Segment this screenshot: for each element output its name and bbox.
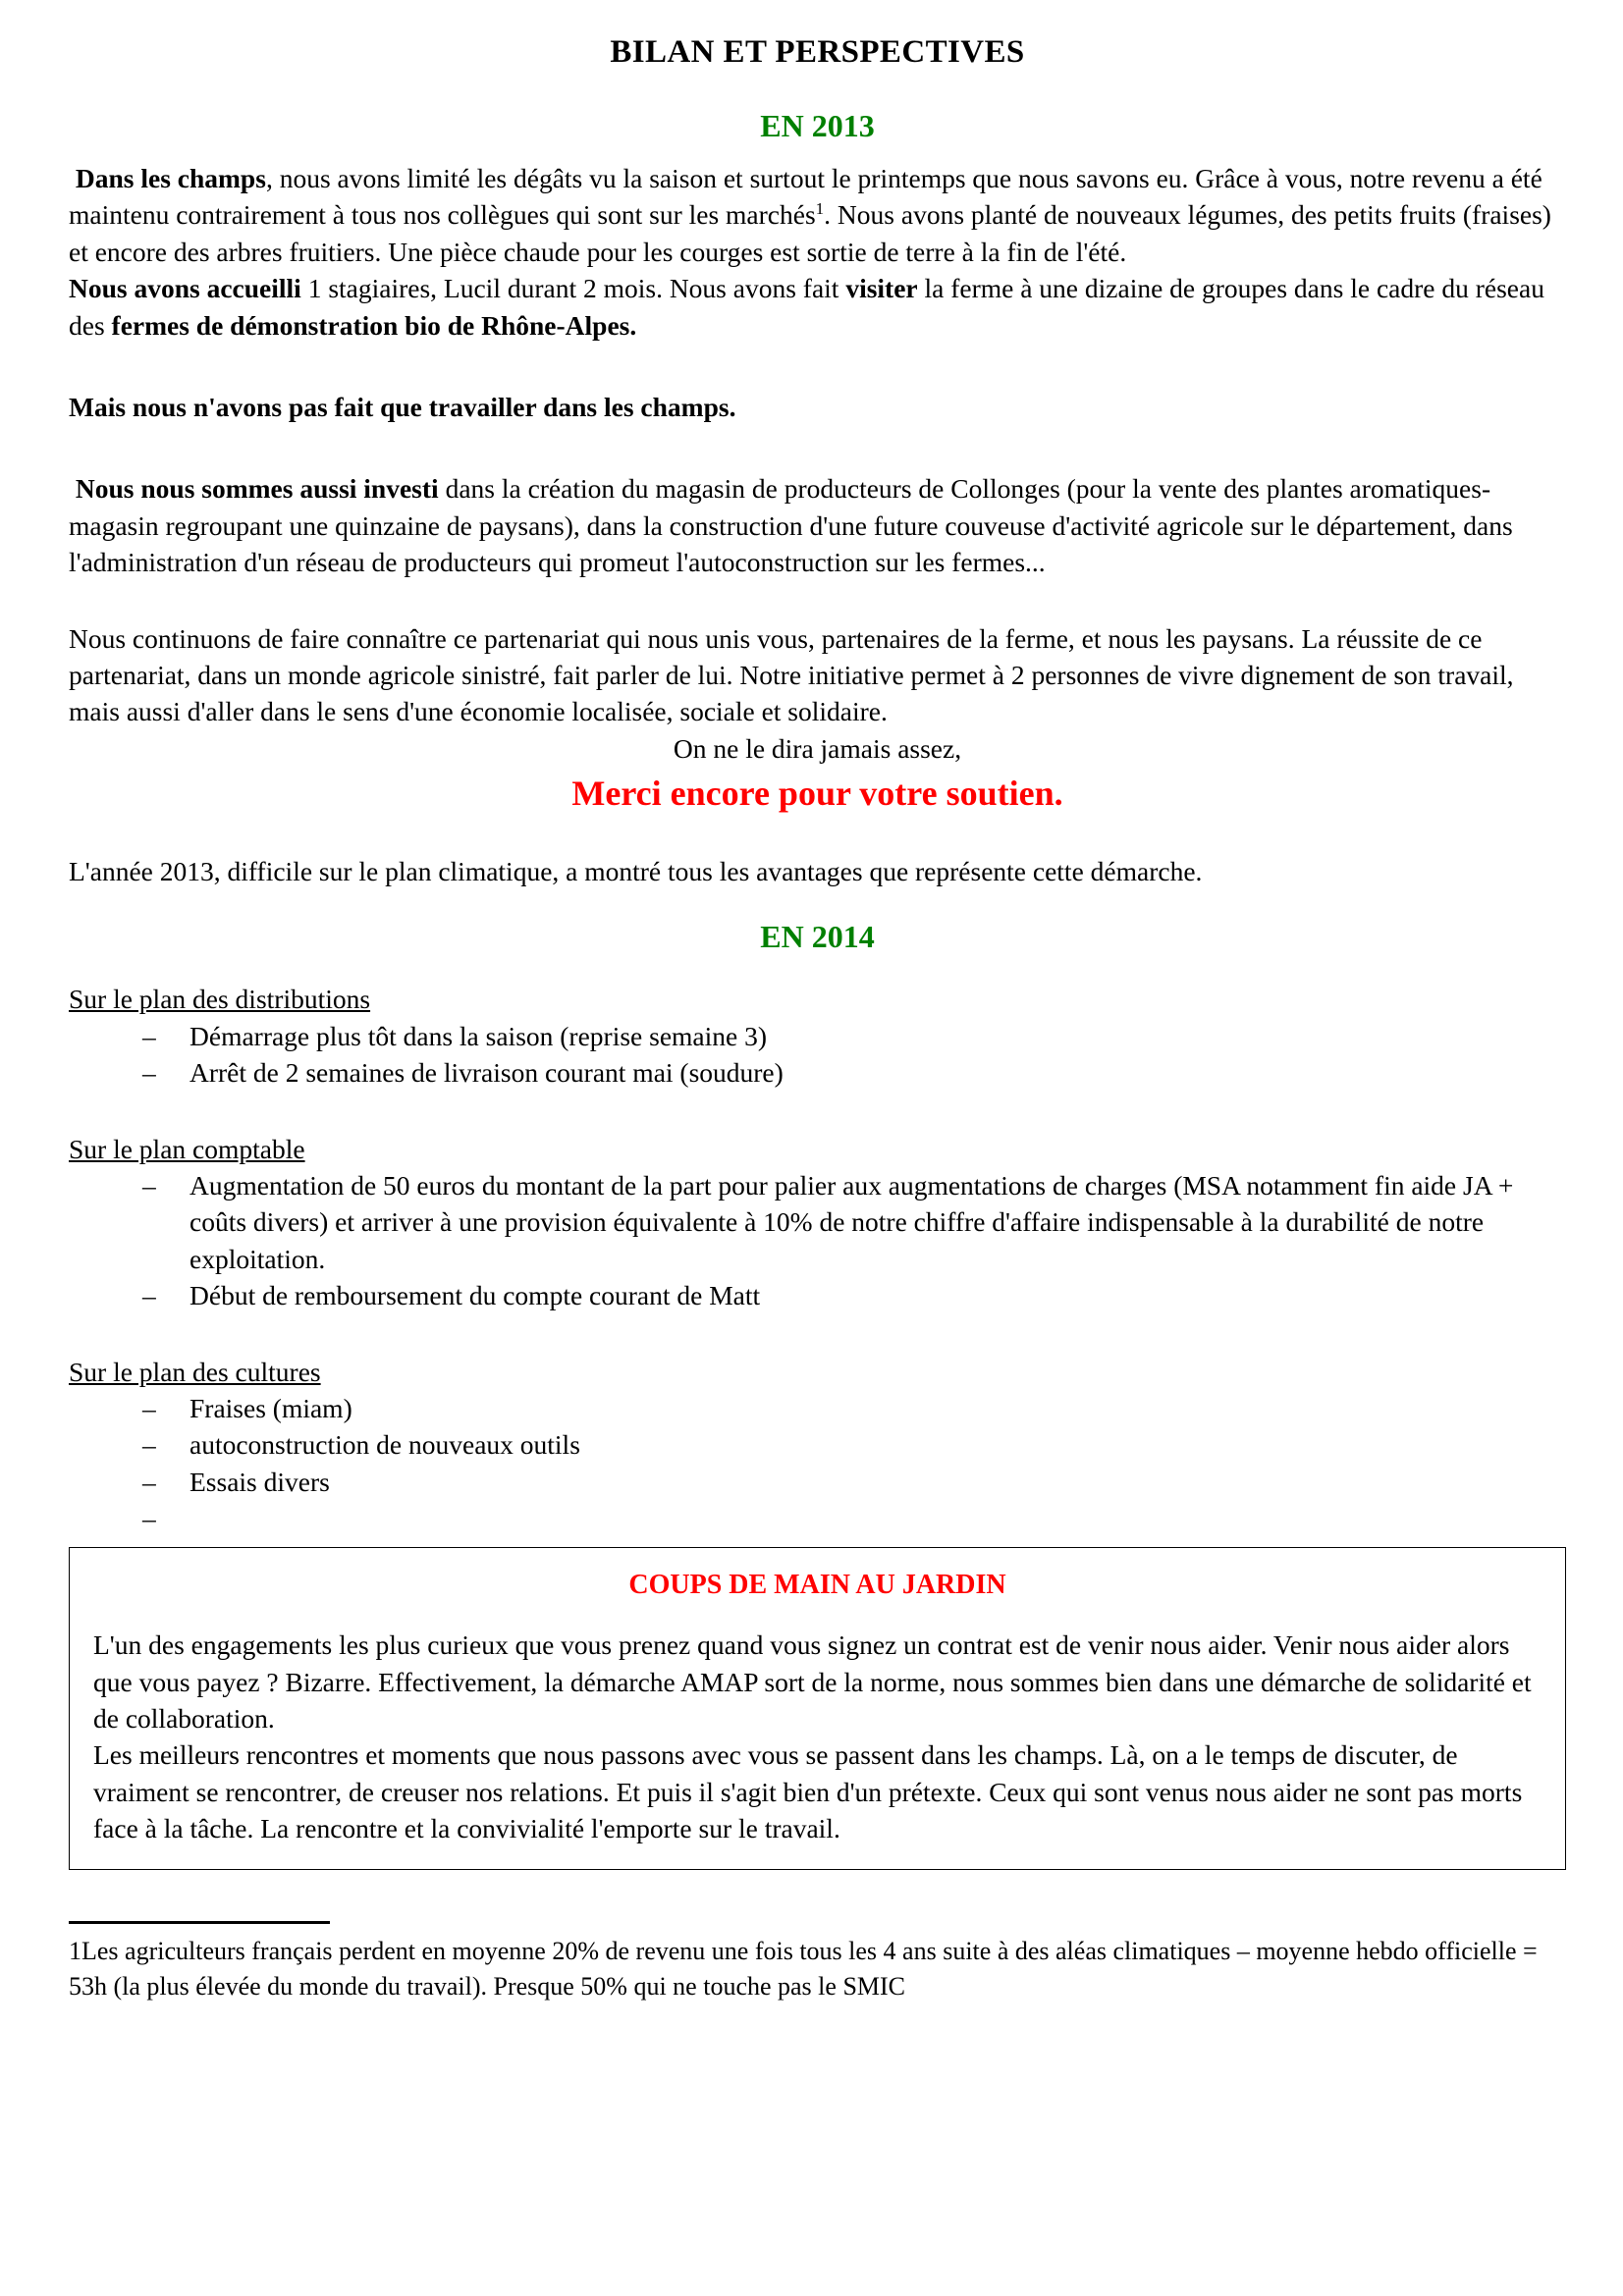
list-item [142,1018,1566,1054]
paragraph-nous-sommes-investi [69,470,1566,580]
list-item [142,1054,1566,1091]
box-paragraph-2: Les meilleurs rencontres et moments que nous passons avec vous se passent dans les champs. Là, on a le temps de discuter, de vraiment se rencontrer, de creuser nos relations. Et puis il s'agit bien d'un prétexte. Ceux qui sont venus nous aider ne sont pas morts face à la tâche. La rencontre et la convivialité l'emporte sur le travail. [93,1739,1523,1844]
spacer [69,344,1566,389]
footnote-text: 1Les agriculteurs français perdent en moyenne 20% de revenu une fois tous les 4 ans suite à des aléas climatiques – moyenne hebdo officielle = 53h (la plus élevée du monde du travail). Presque 50% qui ne touche pas le SMIC [69,1936,1538,2002]
dash-bullet-icon: – [142,1057,156,1089]
paragraph-1-rest-a: , nous avons limité les dégâts vu la saison et surtout le printemps que nous savons eu. Grâce à vous, notre revenu a été maintenu contrairement à tous nos collègues qui sont sur les marchés [69,163,1542,231]
spacer [69,1535,1566,1547]
footnote-area [69,1870,1566,2006]
subsection-title-cultures: Sur le plan des cultures [69,1356,321,1387]
subsection-distributions [69,981,1566,1091]
thanks-line: Merci encore pour votre soutien. [571,774,1063,814]
spacer [69,425,1566,470]
subsection-comptable [69,1131,1566,1314]
list-item-label: Fraises (miam) [189,1392,352,1423]
list-comptable [69,1167,1566,1314]
framed-callout-box [69,1547,1566,1869]
list-item [142,1167,1566,1277]
paragraph-nous-avons-accueilli [69,270,1566,344]
line-on-ne-le-dira: On ne le dira jamais assez, [673,732,962,764]
subsection-title-distributions: Sur le plan des distributions [69,984,371,1015]
footnote-separator-rule [69,1921,330,1924]
dash-bullet-icon: – [142,1429,156,1461]
paragraph-1-rest-b: . Nous avons planté de nouveaux légumes, des petits fruits (fraises) et encore des arbres fruitiers. Une pièce chaude pour les courges est sortie de terre à la fin de l'été. [69,199,1551,267]
list-item-empty [142,1500,1566,1535]
page-title: BILAN ET PERSPECTIVES [610,34,1025,70]
dash-bullet-icon: – [142,1392,156,1423]
dash-bullet-icon: – [142,1503,156,1534]
dash-bullet-icon: – [142,1170,156,1201]
heading-en-2014: EN 2014 [760,919,875,955]
dash-bullet-icon: – [142,1280,156,1311]
list-item-label: autoconstruction de nouveaux outils [189,1429,580,1461]
dash-bullet-icon: – [142,1020,156,1051]
spacer [69,814,1566,853]
lead-nous-avons-accueilli: Nous avons accueilli [69,273,301,304]
paragraph-nous-continuons: Nous continuons de faire connaître ce partenariat qui nous unis vous, partenaires de la ferme, et nous les paysans. La réussite de ce partenariat, dans un monde agricole sinistré, fait parler de lui. Notre initiative permet à 2 personnes de vivre dignement de son travail, mais aussi d'aller dans le sens d'une économie localisée, sociale et solidaire. [69,622,1514,727]
spacer [69,889,1566,919]
paragraph-2-mid-a: 1 stagiaires, Lucil durant 2 mois. Nous avons fait [300,273,846,304]
paragraph-dans-les-champs [69,160,1566,270]
list-item [142,1464,1566,1500]
subsection-cultures [69,1354,1566,1536]
spacer [69,1314,1566,1354]
bold-mais-nous-navons-pas: Mais nous n'avons pas fait que travailler dans les champs. [69,391,736,422]
subsection-title-comptable: Sur le plan comptable [69,1133,305,1164]
list-item [142,1277,1566,1313]
paragraph-mais-nous-navons-pas [69,389,1566,425]
bold-visiter: visiter [845,273,918,304]
box-title-coups-de-main: COUPS DE MAIN AU JARDIN [628,1570,1006,1601]
dash-bullet-icon: – [142,1466,156,1497]
list-item-label: Augmentation de 50 euros du montant de la part pour palier aux augmentations de charges (MSA notamment fin aide JA + coûts divers) et arriver à une provision équivalente à 10% de notre chiffre d'affaire indispensable à la durabilité de notre exploitation. [189,1170,1514,1274]
list-item-label: Essais divers [189,1466,330,1497]
list-item [142,1390,1566,1426]
paragraph-lannee-2013: L'année 2013, difficile sur le plan climatique, a montré tous les avantages que représente cette démarche. [69,856,1203,887]
list-distributions [69,1018,1566,1092]
spacer [69,955,1566,981]
list-item-label: Début de remboursement du compte courant de Matt [189,1280,761,1311]
list-item-label: Arrêt de 2 semaines de livraison courant mai (soudure) [189,1057,784,1089]
paragraph-2-mid-b: la ferme à une dizaine de groupes dans le cadre du réseau des [69,273,1544,341]
box-paragraph-1: L'un des engagements les plus curieux que vous prenez quand vous signez un contrat est de venir nous aider. Venir nous aider alors que vous payez ? Bizarre. Effectivement, la démarche AMAP sort de la norme, nous sommes bien dans une démarche de solidarité et de collaboration. [93,1629,1532,1734]
spacer [69,144,1566,160]
lead-nous-sommes-investi: Nous nous sommes aussi investi [75,473,439,505]
heading-en-2013: EN 2013 [760,108,875,143]
paragraph-4-rest: dans la création du magasin de producteurs de Collonges (pour la vente des plantes aromatiques-magasin regroupant une quinzaine de paysans), dans la construction d'une future couveuse d'activité agricole sur le département, dans l'administration d'un réseau de producteurs qui promeut l'autoconstruction sur les fermes... [69,473,1513,578]
bold-fermes-demonstration: fermes de démonstration bio de Rhône-Alpes. [111,309,637,341]
footnote-marker: 1 [815,199,825,219]
list-cultures [69,1390,1566,1535]
list-item-label: Démarrage plus tôt dans la saison (reprise semaine 3) [189,1020,768,1051]
spacer [69,1092,1566,1131]
spacer [69,581,1566,620]
lead-dans-les-champs: Dans les champs [75,163,266,193]
list-item [142,1426,1566,1463]
